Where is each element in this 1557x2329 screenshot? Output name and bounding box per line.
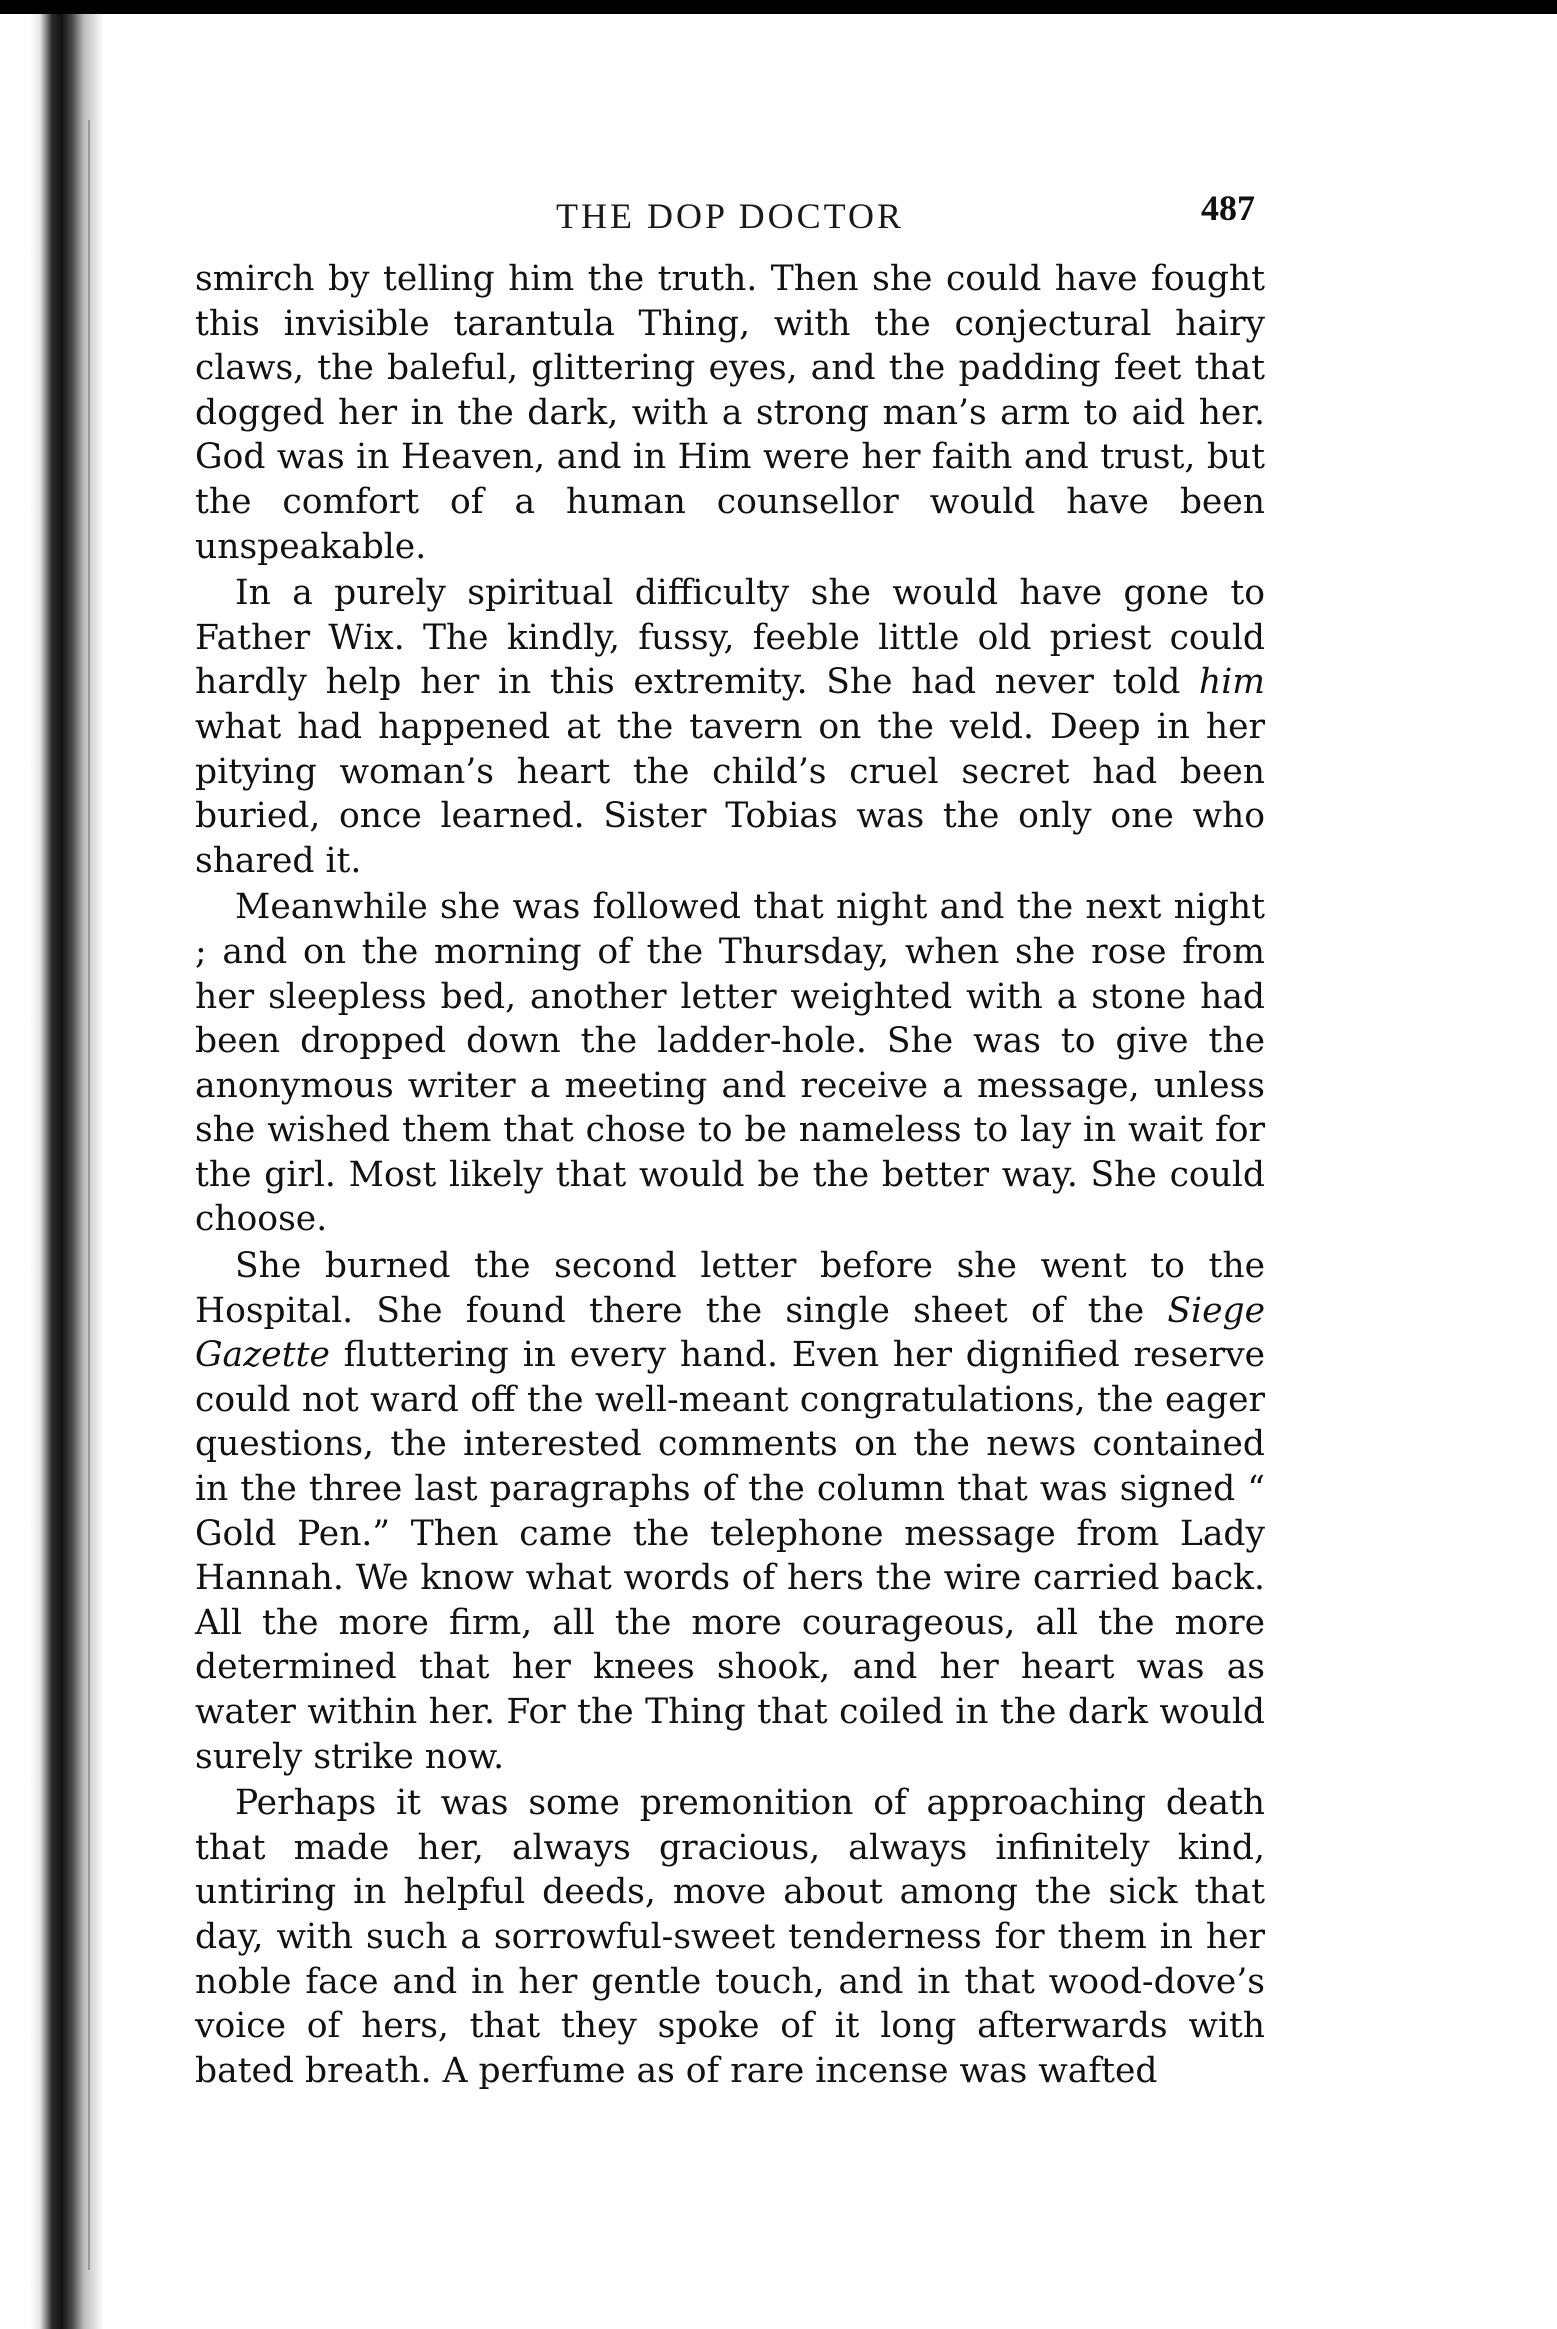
paragraph-4 — [195, 1244, 1265, 1779]
running-head: THE DOP DOCTOR — [555, 196, 905, 236]
scan-top-border — [0, 0, 1557, 14]
gutter-edge-line — [88, 120, 90, 2270]
paragraph-4-text-b: fluttering in every hand. Even her dignified reserve could not ward off the well-meant congratulations, the eager questions, the interested comments on the news contained in the three last paragraphs of the column that was signed “ Gold Pen.” Then came the telephone message from Lady Hannah. We know what words of hers the wire carried back. All the more firm, all the more courageous, all the more determined that her knees shook, and her heart was as water within her. For the Thing that coiled in the dark would surely strike now. — [195, 1335, 1265, 1777]
page-header — [195, 185, 1265, 245]
paragraph-2-text-b: what had happened at the tavern on the veld. Deep in her pitying woman’s heart the child’s cruel secret had been buried, once learned. Sister Tobias was the only one who shared it. — [195, 706, 1265, 881]
paragraph-1-text: smirch by telling him the truth. Then she could have fought this invisible tarantula Thing, with the conjectural hairy claws, the baleful, glittering eyes, and the padding feet that dogged her in the dark, with a strong man’s arm to aid her. God was in Heaven, and in Him were her faith and trust, but the comfort of a human counsellor would have been unspeakable. — [195, 259, 1265, 567]
paragraph-2-text-a: In a purely spiritual difficulty she would have gone to Father Wix. The kindly, fussy, feeble little old priest could hardly help her in this extremity. She had never told — [195, 573, 1265, 703]
paragraph-4-italic-siege-gazette: Siege Gazette — [195, 1290, 1265, 1376]
body-text — [195, 257, 1265, 2093]
paragraph-5-text: Perhaps it was some premonition of approaching death that made her, always gracious, always infinitely kind, untiring in helpful deeds, move about among the sick that day, with such a sorrowful-sweet tenderness for them in her noble face and in her gentle touch, and in that wood-dove’s voice of hers, that they spoke of it long afterwards with bated breath. A perfume as of rare incense was wafted — [195, 1783, 1265, 2091]
page-number: 487 — [1201, 188, 1255, 228]
paragraph-2-italic-him: him — [1199, 662, 1265, 703]
paragraph-4-text-a: She burned the second letter before she went to the Hospital. She found there the single sheet of the — [195, 1246, 1265, 1331]
paragraph-5 — [195, 1781, 1265, 2093]
book-page — [195, 185, 1265, 2093]
paragraph-1 — [195, 257, 1265, 569]
paragraph-3-text: Meanwhile she was followed that night and the next night ; and on the morning of the Thursday, when she rose from her sleepless bed, another letter weighted with a stone had been dropped down the ladder-hole. She was to give the anonymous writer a meeting and receive a message, unless she wished them that chose to be nameless to lay in wait for the girl. Most likely that would be the better way. She could choose. — [195, 887, 1265, 1240]
paragraph-3 — [195, 885, 1265, 1242]
paragraph-2 — [195, 571, 1265, 883]
